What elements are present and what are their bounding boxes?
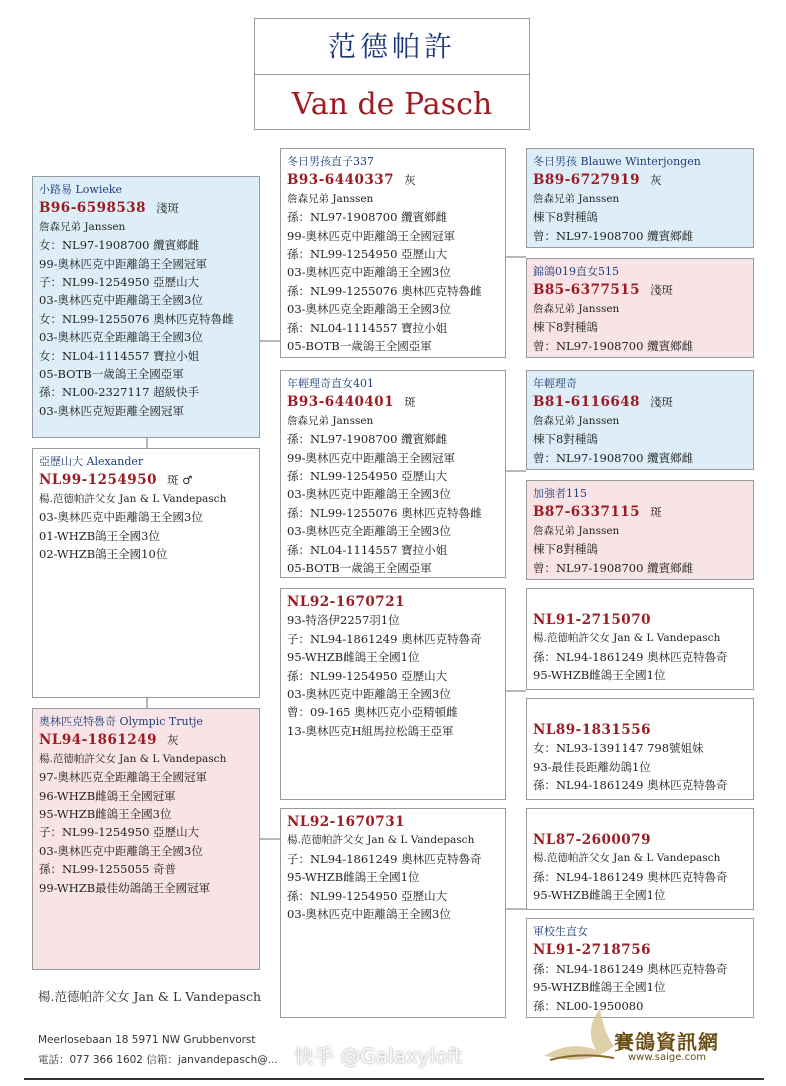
footer-contact: 電話：077 366 1602 信箱：janvandepasch@... [38, 1054, 278, 1066]
ring-number: B81-6116648 [533, 394, 641, 411]
connector [258, 838, 280, 840]
dam-sire-dam-box [526, 698, 754, 800]
bird-detail: 孫：NL99-1255055 奇普 [39, 862, 177, 877]
ring-number: NL92-1670721 [287, 594, 405, 610]
bird-detail: 詹森兄弟 Janssen [533, 524, 620, 537]
bird-color: 斑 [650, 505, 662, 520]
bird-detail: 孫：NL99-1254950 亞歷山大 [287, 469, 448, 484]
bird-detail: 女：NL04-1114557 寶拉小姐 [39, 348, 200, 363]
connector [146, 698, 148, 708]
subject-box [32, 448, 260, 698]
bird-detail: 13-奧林匹克H組馬拉松鴿王亞軍 [287, 723, 454, 738]
bird-detail: 孫：NL99-1254950 亞歷山大 [287, 668, 448, 683]
bird-detail: 95-WHZB雌鴿王全國1位 [533, 980, 666, 995]
bird-name: 小路易 Lowieke [39, 183, 123, 196]
bird-detail: 楊.范德帕許父女 Jan & L Vandepasch [287, 834, 475, 847]
bottom-rule [24, 1078, 764, 1080]
bird-detail: 孫：NL99-1255076 奧林匹克特魯雌 [287, 283, 482, 298]
bird-detail: 孫：NL99-1255076 奧林匹克特魯雌 [287, 505, 482, 520]
ring-number: B93-6440401 [287, 394, 395, 411]
bird-detail: 楊.范德帕許父女 Jan & L Vandepasch [533, 852, 721, 865]
bird-name: 奧林匹克特魯奇 Olympic Trutje [39, 715, 203, 728]
bird-detail: 03-奧林匹克中距離鴿王全國3位 [39, 293, 203, 308]
bird-detail: 曾：NL97-1908700 纜賓鄉雌 [533, 560, 694, 575]
bird-name: 年輕理奇 [533, 377, 577, 390]
bird-detail: 99-奧林匹克中距離鴿王全國冠軍 [39, 256, 208, 271]
ring-number: NL91-2718756 [533, 942, 651, 959]
bird-name: 冬日男孩 Blauwe Winterjongen [533, 155, 701, 168]
dam-sire-box [280, 588, 506, 800]
dam-dam-box [280, 808, 506, 1018]
bird-detail: 孫：NL94-1861249 奧林匹克特魯奇 [533, 869, 728, 884]
bird-detail: 女：NL93-1391147 798號姐妹 [533, 741, 704, 756]
connector [505, 690, 526, 692]
bird-detail: 詹森兄弟 Janssen [287, 192, 374, 205]
logo-url: www.saige.com [628, 1052, 706, 1063]
logo-name: 賽鴿資訊網 [614, 1030, 719, 1054]
bird-detail: 93-最佳長距離幼鴿1位 [533, 759, 651, 774]
connector [146, 438, 148, 448]
bird-detail: 詹森兄弟 Janssen [533, 192, 620, 205]
bird-detail: 楊.范德帕許父女 Jan & L Vandepasch [533, 632, 721, 645]
bird-detail: 96-WHZB雌鴿王全國冠軍 [39, 788, 176, 803]
bird-detail: 曾：NL97-1908700 纜賓鄉雌 [533, 338, 694, 353]
bird-color: 淺斑 [650, 283, 674, 298]
bird-name: 冬日男孩直子337 [287, 155, 374, 168]
bird-detail: 99-奧林匹克中距離鴿王全國冠軍 [287, 228, 456, 243]
footer-owner: 楊.范德帕許父女 Jan & L Vandepasch [38, 989, 262, 1004]
bird-detail: 03-奧林匹克中距離鴿王全國3位 [39, 843, 203, 858]
bird-detail: 03-奧林匹克全距離鴿王全國3位 [287, 524, 451, 539]
connector [258, 340, 280, 342]
bird-detail: 孫：NL99-1254950 亞歷山大 [287, 247, 448, 262]
bird-detail: 曾：NL97-1908700 纜賓鄉雌 [533, 228, 694, 243]
sire-dam-sire-box [526, 370, 754, 470]
bird-detail: 楊.范德帕許父女 Jan & L Vandepasch [39, 752, 227, 765]
dam-dam-sire-box [526, 808, 754, 910]
dam-sire-sire-box [526, 588, 754, 690]
bird-name: 軍校生直女 [533, 925, 588, 938]
bird-detail: 孫：NL99-1254950 亞歷山大 [287, 888, 448, 903]
connector [505, 908, 526, 910]
bird-detail: 97-奧林匹克全距離鴿王全國冠軍 [39, 770, 208, 785]
bird-detail: 03-奧林匹克中距離鴿王全國3位 [39, 510, 203, 525]
bird-color: 灰 [650, 173, 662, 188]
bird-name: 年輕理奇直女401 [287, 377, 374, 390]
bird-detail: 子：NL94-1861249 奧林匹克特魯奇 [287, 851, 482, 866]
bird-detail: 95-WHZB雌鴿王全國3位 [39, 807, 172, 822]
sire-sire-box [280, 148, 506, 358]
bird-detail: 05-BOTB一歲鴿王全國亞軍 [39, 367, 184, 382]
ring-number: B93-6440337 [287, 172, 395, 189]
bird-detail: 孫：NL00-1950080 [533, 998, 644, 1013]
bird-detail: 楊.范德帕許父女 Jan & L Vandepasch [39, 492, 227, 505]
bird-name: 錦鴿019直女515 [533, 265, 619, 278]
sire-dam-dam-box [526, 480, 754, 580]
bird-detail: 03-奧林匹克全距離鴿王全國3位 [287, 302, 451, 317]
pigeon-logo-icon [540, 1000, 620, 1070]
bird-detail: 孫：NL94-1861249 奧林匹克特魯奇 [533, 778, 728, 793]
bird-detail: 棟下8對種鴿 [533, 210, 598, 225]
bird-detail: 女：NL97-1908700 纜賓鄉雌 [39, 238, 200, 253]
bird-detail: 01-WHZB鴿王全國3位 [39, 528, 160, 543]
bird-detail: 孫：NL94-1861249 奧林匹克特魯奇 [533, 649, 728, 664]
bird-detail: 95-WHZB雌鴿王全國1位 [533, 888, 666, 903]
bird-color: 斑 ♂ [166, 473, 193, 488]
ring-number: NL91-2715070 [533, 612, 651, 628]
ring-number: NL87-2600079 [533, 832, 651, 848]
bird-detail: 女：NL99-1255076 奧林匹克特魯雌 [39, 311, 234, 326]
title-chinese: 范德帕許 [255, 19, 529, 75]
ring-number: NL99-1254950 [39, 472, 157, 489]
ring-number: B87-6337115 [533, 504, 641, 521]
bird-detail: 曾：09-165 奧林匹克小亞精頓雌 [287, 705, 458, 720]
bird-detail: 03-奧林匹克短距離全國冠軍 [39, 403, 185, 418]
ring-number: B89-6727919 [533, 172, 641, 189]
connector [505, 256, 526, 258]
bird-detail: 03-奧林匹克全距離鴿王全國3位 [39, 330, 203, 345]
ring-number: NL94-1861249 [39, 732, 157, 749]
bird-detail: 95-WHZB雌鴿王全國1位 [287, 870, 420, 885]
bird-name: 亞歷山大 Alexander [39, 455, 144, 468]
bird-detail: 孫：NL97-1908700 纜賓鄉雌 [287, 432, 448, 447]
bird-detail: 子：NL94-1861249 奧林匹克特魯奇 [287, 631, 482, 646]
dam-box [32, 708, 260, 970]
footer-address: Meerlosebaan 18 5971 NW Grubbenvorst [38, 1034, 256, 1046]
sire-dam-box [280, 370, 506, 578]
ring-number: B85-6377515 [533, 282, 641, 299]
bird-detail: 99-奧林匹克中距離鴿王全國冠軍 [287, 450, 456, 465]
bird-detail: 03-奧林匹克中距離鴿王全國3位 [287, 687, 451, 702]
bird-detail: 孫：NL97-1908700 纜賓鄉雌 [287, 210, 448, 225]
ring-number: B96-6598538 [39, 200, 147, 217]
bird-detail: 93-特洛伊2257羽1位 [287, 613, 400, 628]
bird-detail: 03-奧林匹克中距離鴿王全國3位 [287, 907, 451, 922]
bird-detail: 孫：NL94-1861249 奧林匹克特魯奇 [533, 961, 728, 976]
sire-box [32, 176, 260, 438]
bird-detail: 03-奧林匹克中距離鴿王全國3位 [287, 265, 451, 280]
bird-detail: 棟下8對種鴿 [533, 320, 598, 335]
bird-detail: 孫：NL04-1114557 寶拉小姐 [287, 320, 448, 335]
bird-color: 灰 [166, 733, 179, 748]
watermark: 快手 @Galaxyloft [294, 1044, 462, 1068]
title-box [254, 18, 530, 130]
bird-detail: 05-BOTB一歲鴿王全國亞軍 [287, 561, 432, 576]
bird-name: 加強者115 [533, 487, 587, 500]
bird-detail: 95-WHZB雌鴿王全國1位 [287, 650, 420, 665]
bird-detail: 子：NL99-1254950 亞歷山大 [39, 275, 200, 290]
bird-detail: 曾：NL97-1908700 纜賓鄉雌 [533, 450, 694, 465]
bird-detail: 棟下8對種鴿 [533, 542, 598, 557]
bird-detail: 棟下8對種鴿 [533, 432, 598, 447]
bird-detail: 詹森兄弟 Janssen [39, 220, 126, 233]
bird-detail: 99-WHZB最佳幼鴿鴿王全國冠軍 [39, 880, 211, 895]
ring-number: NL89-1831556 [533, 722, 651, 738]
bird-color: 淺斑 [156, 201, 180, 216]
bird-color: 斑 [404, 395, 416, 410]
bird-color: 淺斑 [650, 395, 674, 410]
bird-detail: 子：NL99-1254950 亞歷山大 [39, 825, 200, 840]
bird-detail: 孫：NL00-2327117 超級快手 [39, 385, 200, 400]
bird-detail: 孫：NL04-1114557 寶拉小姐 [287, 542, 448, 557]
title-english: Van de Pasch [291, 87, 493, 122]
bird-detail: 05-BOTB一歲鴿王全國亞軍 [287, 339, 432, 354]
bird-detail: 95-WHZB雌鴿王全國1位 [533, 668, 666, 683]
bird-detail: 詹森兄弟 Janssen [533, 414, 620, 427]
bird-detail: 詹森兄弟 Janssen [533, 302, 620, 315]
bird-color: 灰 [404, 173, 416, 188]
bird-detail: 03-奧林匹克中距離鴿王全國3位 [287, 487, 451, 502]
sire-sire-dam-box [526, 258, 754, 358]
connector [505, 470, 526, 472]
bird-detail: 02-WHZB鴿王全國10位 [39, 547, 168, 562]
site-logo [540, 1000, 770, 1070]
bird-detail: 詹森兄弟 Janssen [287, 414, 374, 427]
sire-sire-sire-box [526, 148, 754, 248]
ring-number: NL92-1670731 [287, 814, 405, 830]
